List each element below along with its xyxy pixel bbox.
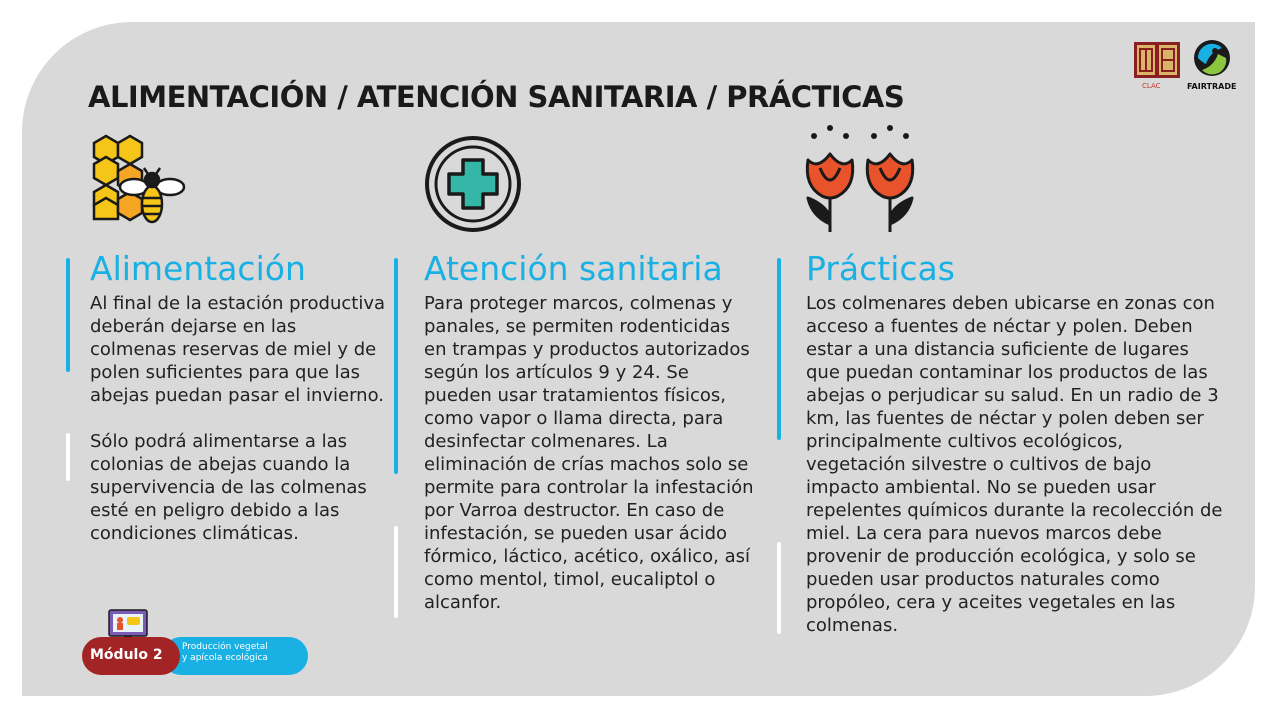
paragraph: Para proteger marcos, colmenas y panales, se permiten rodenticidas en trampas y productos autorizados según los artículos 9 y 24. Se pueden usar tratamientos físicos, como vapor o llama directa, para desinfectar colmenares. La eliminación de crías machos solo se permite para controlar la infestación por Varroa destructor. En caso de infestación, se pueden usar ácido fórmico, láctico, acético, oxálico, así como mentol, timol, eucaliptol o alcanfor.: [424, 293, 754, 613]
body-atencion-sanitaria: [424, 292, 758, 614]
fairtrade-logo-icon: [1192, 38, 1232, 78]
paragraph: Los colmenares deben ubicarse en zonas con acceso a fuentes de néctar y polen. Deben estar a una distancia suficiente de lugares que puedan contaminar los productos de las abejas o perjudicar su salud. En un radio de 3 km, las fuentes de néctar y polen deben ser principalmente cultivos ecológicos, vegetación silvestre o cultivos de bajo impacto ambiental. No se pueden usar repelentes químicos durante la recolección de miel. La cera para nuevos marcos debe provenir de producción ecológica, y solo se pueden usar productos naturales como propóleo, cera y aceites vegetales en las colmenas.: [806, 293, 1223, 636]
paragraph: Sólo podrá alimentarse a las colonias de abejas cuando la supervivencia de las colmenas esté en peligro debido a las condiciones climáticas.: [90, 431, 367, 544]
heading-atencion-sanitaria: Atención sanitaria: [424, 249, 723, 288]
fairtrade-label: FAIRTRADE: [1187, 82, 1237, 91]
column-accent-bar: [777, 258, 781, 440]
module-label: Módulo 2: [90, 647, 163, 663]
tulips-icon: [802, 124, 924, 236]
clac-logo-icon: [1132, 40, 1182, 80]
module-badge: [82, 637, 308, 675]
module-subtitle-line: y apícola ecológica: [182, 653, 268, 663]
column-accent-bar: [777, 542, 781, 634]
column-accent-bar: [394, 258, 398, 474]
module-subtitle-line: Producción vegetal: [182, 642, 268, 652]
heading-practicas: Prácticas: [806, 249, 955, 288]
body-practicas: [806, 292, 1228, 637]
body-alimentacion: [90, 292, 386, 545]
medical-cross-icon: [423, 134, 523, 234]
column-accent-bar: [66, 433, 70, 481]
column-accent-bar: [66, 258, 70, 372]
heading-alimentacion: Alimentación: [90, 249, 306, 288]
partner-logos: [1132, 38, 1240, 93]
module-subtitle: [182, 642, 302, 664]
paragraph: Al final de la estación productiva deberán dejarse en las colmenas reservas de miel y de polen suficientes para que las abejas puedan pasar el invierno.: [90, 293, 386, 406]
clac-label: CLAC: [1142, 82, 1161, 90]
bee-honeycomb-icon: [86, 134, 186, 230]
column-accent-bar: [394, 526, 398, 618]
page-title: ALIMENTACIÓN / ATENCIÓN SANITARIA / PRÁCTICAS: [88, 80, 905, 114]
